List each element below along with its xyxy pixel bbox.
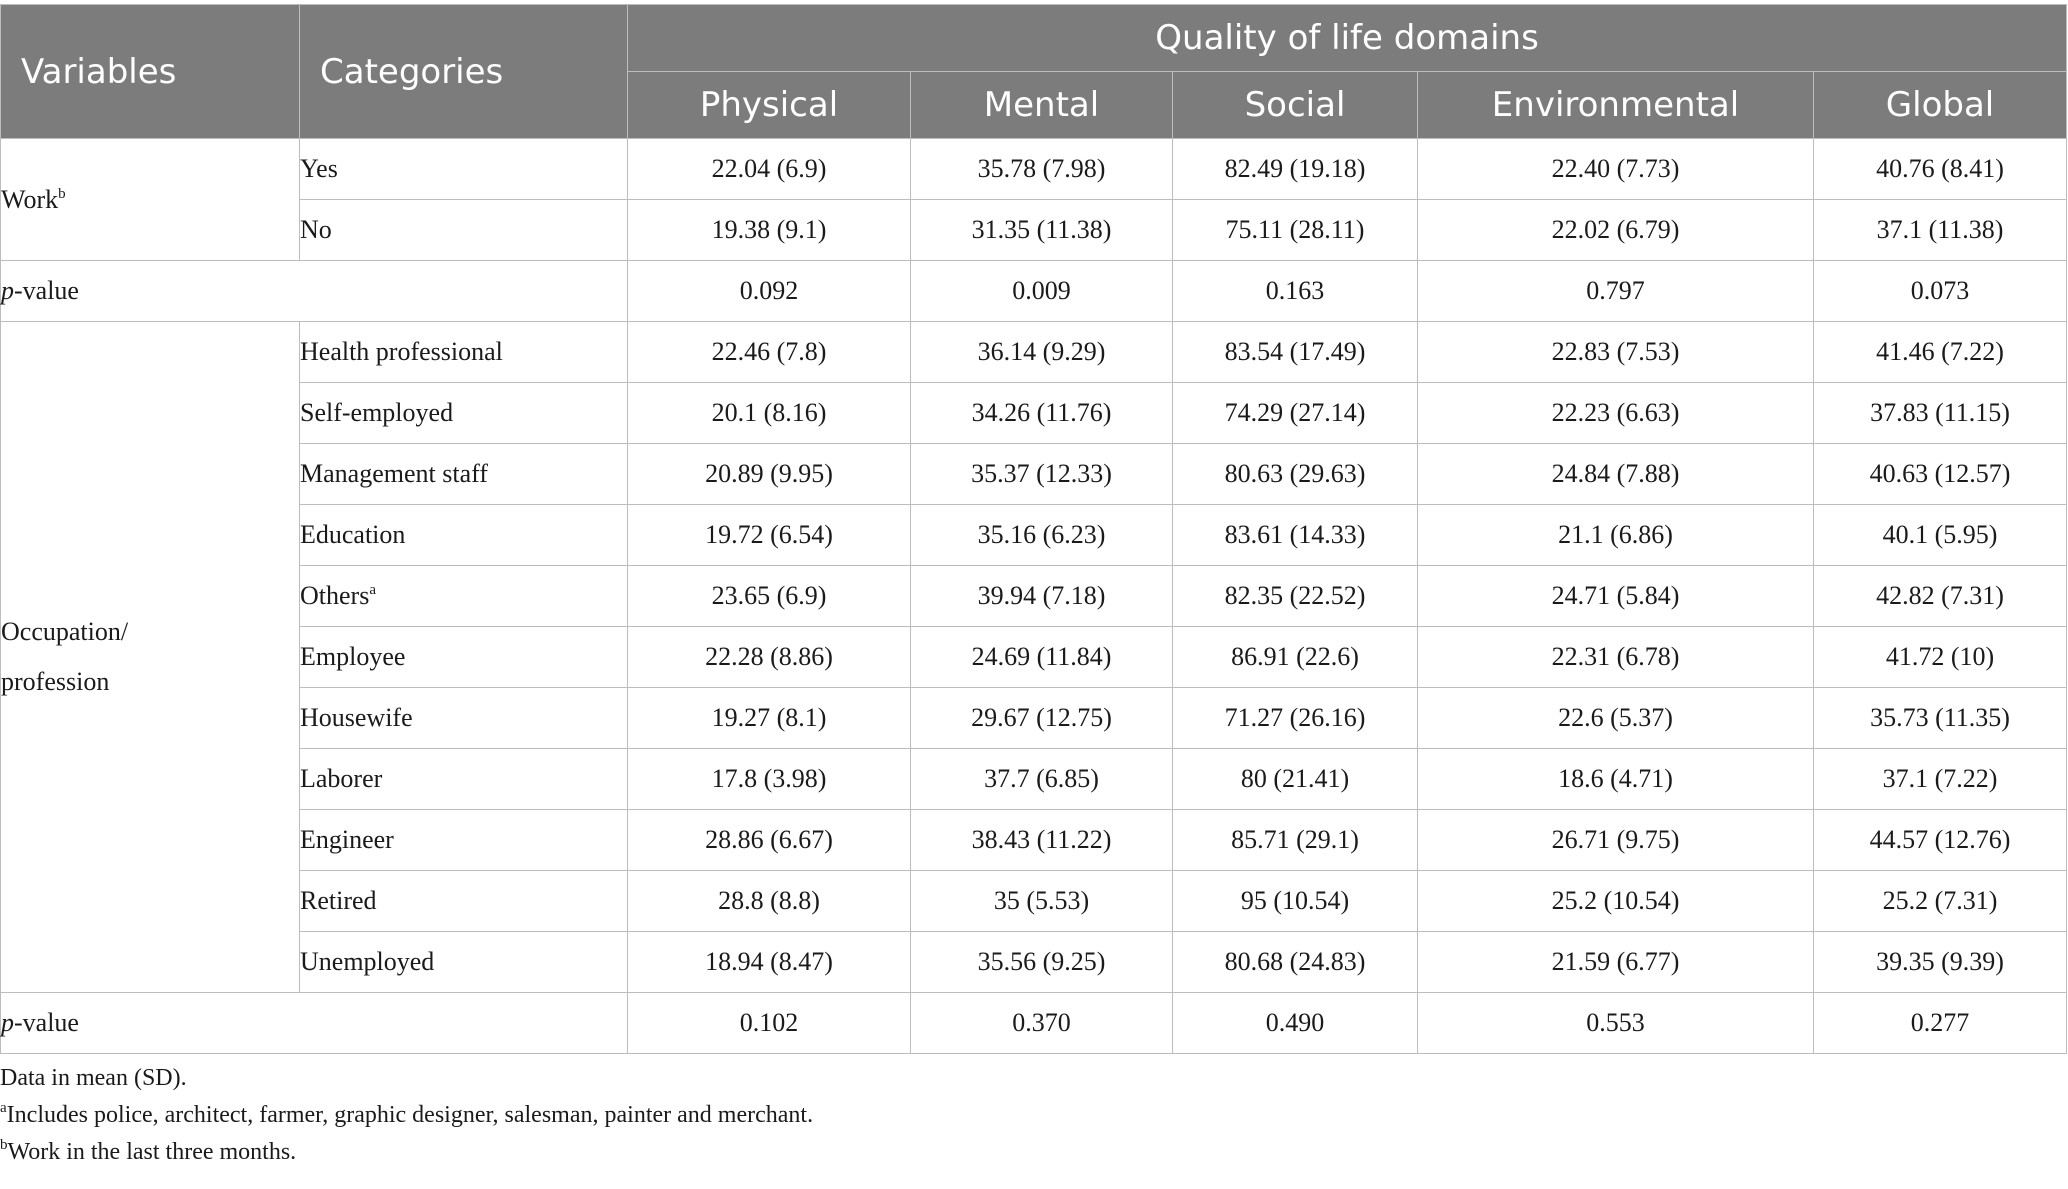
value-cell: 26.71 (9.75) xyxy=(1418,810,1814,871)
value-cell: 22.28 (8.86) xyxy=(628,627,911,688)
p-value-cell: 0.009 xyxy=(911,261,1173,322)
table-row xyxy=(1,444,2067,505)
value-cell: 22.6 (5.37) xyxy=(1418,688,1814,749)
table-row xyxy=(1,749,2067,810)
value-cell: 20.89 (9.95) xyxy=(628,444,911,505)
value-cell: 82.49 (19.18) xyxy=(1173,139,1418,200)
footnote-b: $^b$Work in the last three months. xyxy=(0,1137,297,1165)
value-cell: 37.1 (7.22) xyxy=(1814,749,2067,810)
category-cell: Engineer xyxy=(300,810,628,871)
header-variables: Variables xyxy=(1,5,300,139)
value-cell: 82.35 (22.52) xyxy=(1173,566,1418,627)
value-cell: 34.26 (11.76) xyxy=(911,383,1173,444)
p-value-label: p-value xyxy=(1,993,628,1054)
value-cell: 86.91 (22.6) xyxy=(1173,627,1418,688)
value-cell: 74.29 (27.14) xyxy=(1173,383,1418,444)
table-row xyxy=(1,871,2067,932)
value-cell: 35.16 (6.23) xyxy=(911,505,1173,566)
p-value-cell: 0.553 xyxy=(1418,993,1814,1054)
footnote-a: $^a$Includes police, architect, farmer, graphic designer, salesman, painter and merchant. xyxy=(0,1100,814,1128)
p-value-cell: 0.073 xyxy=(1814,261,2067,322)
value-cell: 18.6 (4.71) xyxy=(1418,749,1814,810)
p-value-cell: 0.490 xyxy=(1173,993,1418,1054)
value-cell: 40.1 (5.95) xyxy=(1814,505,2067,566)
header-environmental: Environmental xyxy=(1418,72,1814,139)
table-row xyxy=(1,932,2067,993)
value-cell: 71.27 (26.16) xyxy=(1173,688,1418,749)
category-cell: Employee xyxy=(300,627,628,688)
value-cell: 22.83 (7.53) xyxy=(1418,322,1814,383)
value-cell: 37.1 (11.38) xyxy=(1814,200,2067,261)
category-cell: Retired xyxy=(300,871,628,932)
header-row-top xyxy=(1,5,2067,72)
value-cell: 24.84 (7.88) xyxy=(1418,444,1814,505)
value-cell: 19.72 (6.54) xyxy=(628,505,911,566)
value-cell: 37.83 (11.15) xyxy=(1814,383,2067,444)
value-cell: 95 (10.54) xyxy=(1173,871,1418,932)
table-row xyxy=(1,322,2067,383)
p-value-label: p-value xyxy=(1,261,628,322)
value-cell: 28.86 (6.67) xyxy=(628,810,911,871)
category-cell: Self-employed xyxy=(300,383,628,444)
table-row xyxy=(1,688,2067,749)
p-value-cell: 0.163 xyxy=(1173,261,1418,322)
quality-of-life-table xyxy=(0,4,2067,1054)
table-row xyxy=(1,139,2067,200)
value-cell: 41.46 (7.22) xyxy=(1814,322,2067,383)
table-body xyxy=(1,139,2067,1054)
value-cell: 35 (5.53) xyxy=(911,871,1173,932)
header-categories: Categories xyxy=(300,5,628,139)
value-cell: 21.1 (6.86) xyxy=(1418,505,1814,566)
value-cell: 22.40 (7.73) xyxy=(1418,139,1814,200)
value-cell: 21.59 (6.77) xyxy=(1418,932,1814,993)
header-social: Social xyxy=(1173,72,1418,139)
category-cell: Health professional xyxy=(300,322,628,383)
p-value-cell: 0.092 xyxy=(628,261,911,322)
p-value-cell: 0.277 xyxy=(1814,993,2067,1054)
p-value-row-work xyxy=(1,261,2067,322)
value-cell: 20.1 (8.16) xyxy=(628,383,911,444)
table-row xyxy=(1,505,2067,566)
value-cell: 22.31 (6.78) xyxy=(1418,627,1814,688)
header-physical: Physical xyxy=(628,72,911,139)
value-cell: 40.63 (12.57) xyxy=(1814,444,2067,505)
category-cell: No xyxy=(300,200,628,261)
variable-occupation: Occupation/ profession xyxy=(1,322,300,993)
value-cell: 24.69 (11.84) xyxy=(911,627,1173,688)
p-value-row-occupation xyxy=(1,993,2067,1054)
value-cell: 25.2 (10.54) xyxy=(1418,871,1814,932)
value-cell: 39.94 (7.18) xyxy=(911,566,1173,627)
footnote-data-note: Data in mean (SD). xyxy=(0,1065,187,1091)
category-cell: Laborer xyxy=(300,749,628,810)
value-cell: 41.72 (10) xyxy=(1814,627,2067,688)
category-cell: Housewife xyxy=(300,688,628,749)
table-row xyxy=(1,383,2067,444)
value-cell: 23.65 (6.9) xyxy=(628,566,911,627)
value-cell: 35.37 (12.33) xyxy=(911,444,1173,505)
value-cell: 42.82 (7.31) xyxy=(1814,566,2067,627)
value-cell: 40.76 (8.41) xyxy=(1814,139,2067,200)
value-cell: 22.02 (6.79) xyxy=(1418,200,1814,261)
value-cell: 83.54 (17.49) xyxy=(1173,322,1418,383)
value-cell: 35.78 (7.98) xyxy=(911,139,1173,200)
value-cell: 22.23 (6.63) xyxy=(1418,383,1814,444)
header-quality-of-life-domains: Quality of life domains xyxy=(628,5,2067,72)
value-cell: 75.11 (28.11) xyxy=(1173,200,1418,261)
p-value-cell: 0.102 xyxy=(628,993,911,1054)
header-global: Global xyxy=(1814,72,2067,139)
value-cell: 28.8 (8.8) xyxy=(628,871,911,932)
category-cell: Unemployed xyxy=(300,932,628,993)
table-row xyxy=(1,627,2067,688)
value-cell: 31.35 (11.38) xyxy=(911,200,1173,261)
value-cell: 22.04 (6.9) xyxy=(628,139,911,200)
p-value-cell: 0.797 xyxy=(1418,261,1814,322)
value-cell: 39.35 (9.39) xyxy=(1814,932,2067,993)
header-mental: Mental xyxy=(911,72,1173,139)
value-cell: 80 (21.41) xyxy=(1173,749,1418,810)
value-cell: 17.8 (3.98) xyxy=(628,749,911,810)
value-cell: 24.71 (5.84) xyxy=(1418,566,1814,627)
value-cell: 35.73 (11.35) xyxy=(1814,688,2067,749)
value-cell: 38.43 (11.22) xyxy=(911,810,1173,871)
value-cell: 37.7 (6.85) xyxy=(911,749,1173,810)
value-cell: 80.68 (24.83) xyxy=(1173,932,1418,993)
value-cell: 35.56 (9.25) xyxy=(911,932,1173,993)
value-cell: 19.27 (8.1) xyxy=(628,688,911,749)
category-cell: Yes xyxy=(300,139,628,200)
value-cell: 25.2 (7.31) xyxy=(1814,871,2067,932)
value-cell: 18.94 (8.47) xyxy=(628,932,911,993)
p-value-cell: 0.370 xyxy=(911,993,1173,1054)
value-cell: 29.67 (12.75) xyxy=(911,688,1173,749)
category-cell: Management staff xyxy=(300,444,628,505)
value-cell: 19.38 (9.1) xyxy=(628,200,911,261)
category-cell: Education xyxy=(300,505,628,566)
value-cell: 44.57 (12.76) xyxy=(1814,810,2067,871)
table-row xyxy=(1,200,2067,261)
table-footnotes xyxy=(0,1060,2066,1171)
value-cell: 85.71 (29.1) xyxy=(1173,810,1418,871)
value-cell: 36.14 (9.29) xyxy=(911,322,1173,383)
table-container xyxy=(0,4,2066,1171)
table-row xyxy=(1,810,2067,871)
category-cell: Others$^a$ xyxy=(300,566,628,627)
value-cell: 22.46 (7.8) xyxy=(628,322,911,383)
value-cell: 80.63 (29.63) xyxy=(1173,444,1418,505)
variable-work: Work$^b$ xyxy=(1,139,300,261)
table-row xyxy=(1,566,2067,627)
value-cell: 83.61 (14.33) xyxy=(1173,505,1418,566)
